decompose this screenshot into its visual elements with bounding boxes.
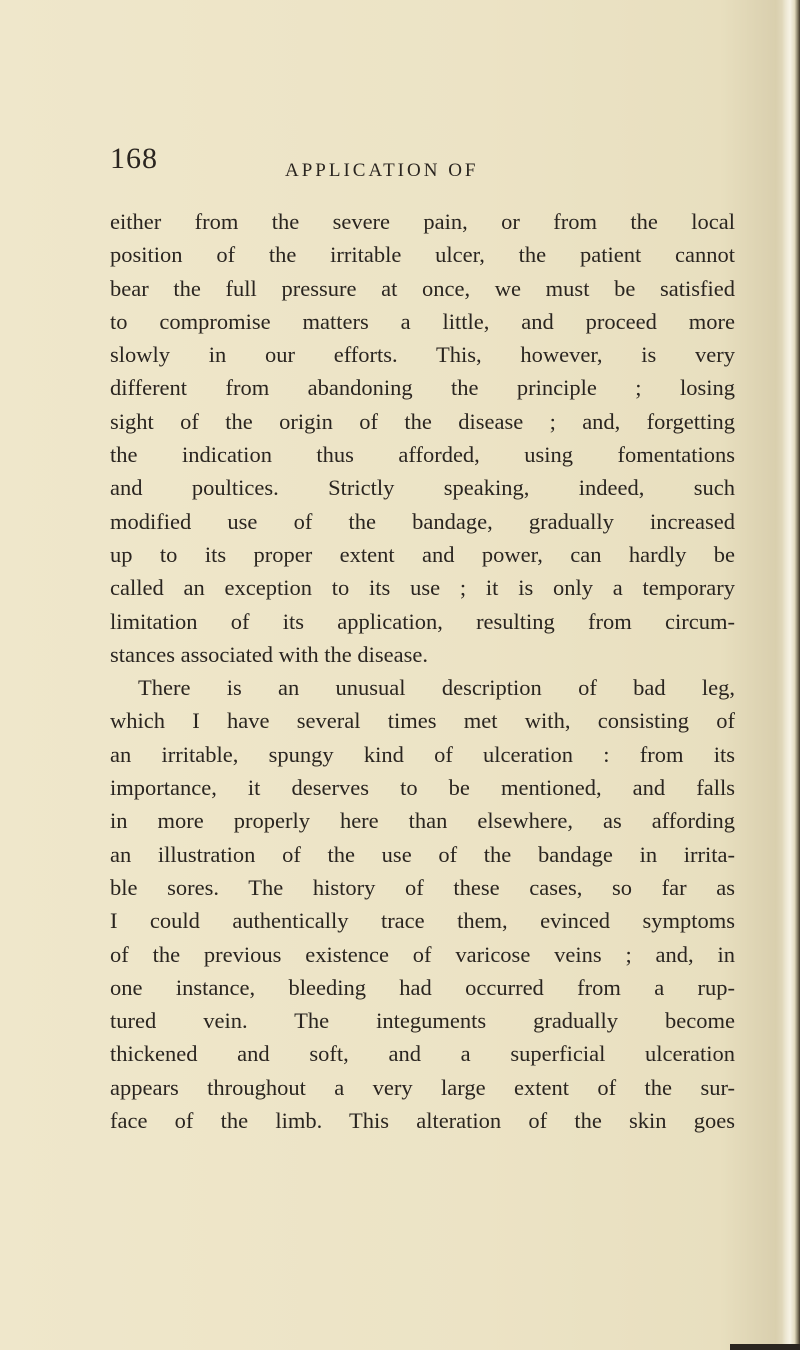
text-line: bear the full pressure at once, we must be satisfied <box>110 275 735 301</box>
text-line: different from abandoning the principle ; losing <box>110 375 735 401</box>
text-line: one instance, bleeding had occurred from a rup- <box>110 974 735 1000</box>
text-line: slowly in our efforts. This, however, is very <box>110 342 735 368</box>
page-number: 168 <box>110 142 158 175</box>
text-line: position of the irritable ulcer, the patient cannot <box>110 242 735 268</box>
text-line: limitation of its application, resulting from circum- <box>110 608 735 634</box>
text-line: ble sores. The history of these cases, so far as <box>110 874 735 900</box>
page-corner-mark <box>730 1344 800 1350</box>
text-line: up to its proper extent and power, can hardly be <box>110 541 735 567</box>
text-line: stances associated with the disease. <box>110 641 429 667</box>
text-line: an irritable, spungy kind of ulceration : from its <box>110 741 735 767</box>
page-edge-shadow <box>782 0 800 1350</box>
text-line: thickened and soft, and a superficial ulceration <box>110 1041 735 1067</box>
text-line: importance, it deserves to be mentioned, and falls <box>110 775 735 801</box>
text-line: either from the severe pain, or from the local <box>110 209 735 234</box>
text-line: to compromise matters a little, and proceed more <box>110 308 735 334</box>
text-line: and poultices. Strictly speaking, indeed, such <box>110 475 735 501</box>
text-line: I could authentically trace them, evinced symptoms <box>110 908 735 934</box>
text-line: tured vein. The integuments gradually become <box>110 1008 735 1034</box>
text-line: modified use of the bandage, gradually increased <box>110 508 735 534</box>
running-title: APPLICATION OF <box>285 160 479 181</box>
text-line: in more properly here than elsewhere, as affording <box>110 808 735 834</box>
text-line: There is an unusual description of bad leg, <box>138 675 735 701</box>
text-line: of the previous existence of varicose veins ; and, in <box>110 941 735 967</box>
text-line: which I have several times met with, consisting of <box>110 708 735 734</box>
running-head <box>110 142 730 188</box>
body-text <box>110 205 735 1137</box>
text-line: an illustration of the use of the bandage in irrita- <box>110 841 735 867</box>
text-line: the indication thus afforded, using fomentations <box>110 442 735 468</box>
text-line: appears throughout a very large extent of the sur- <box>110 1074 735 1100</box>
text-line: called an exception to its use ; it is only a temporary <box>110 575 735 601</box>
text-line: sight of the origin of the disease ; and, forgetting <box>110 408 735 434</box>
text-line: face of the limb. This alteration of the skin goes <box>110 1108 735 1134</box>
